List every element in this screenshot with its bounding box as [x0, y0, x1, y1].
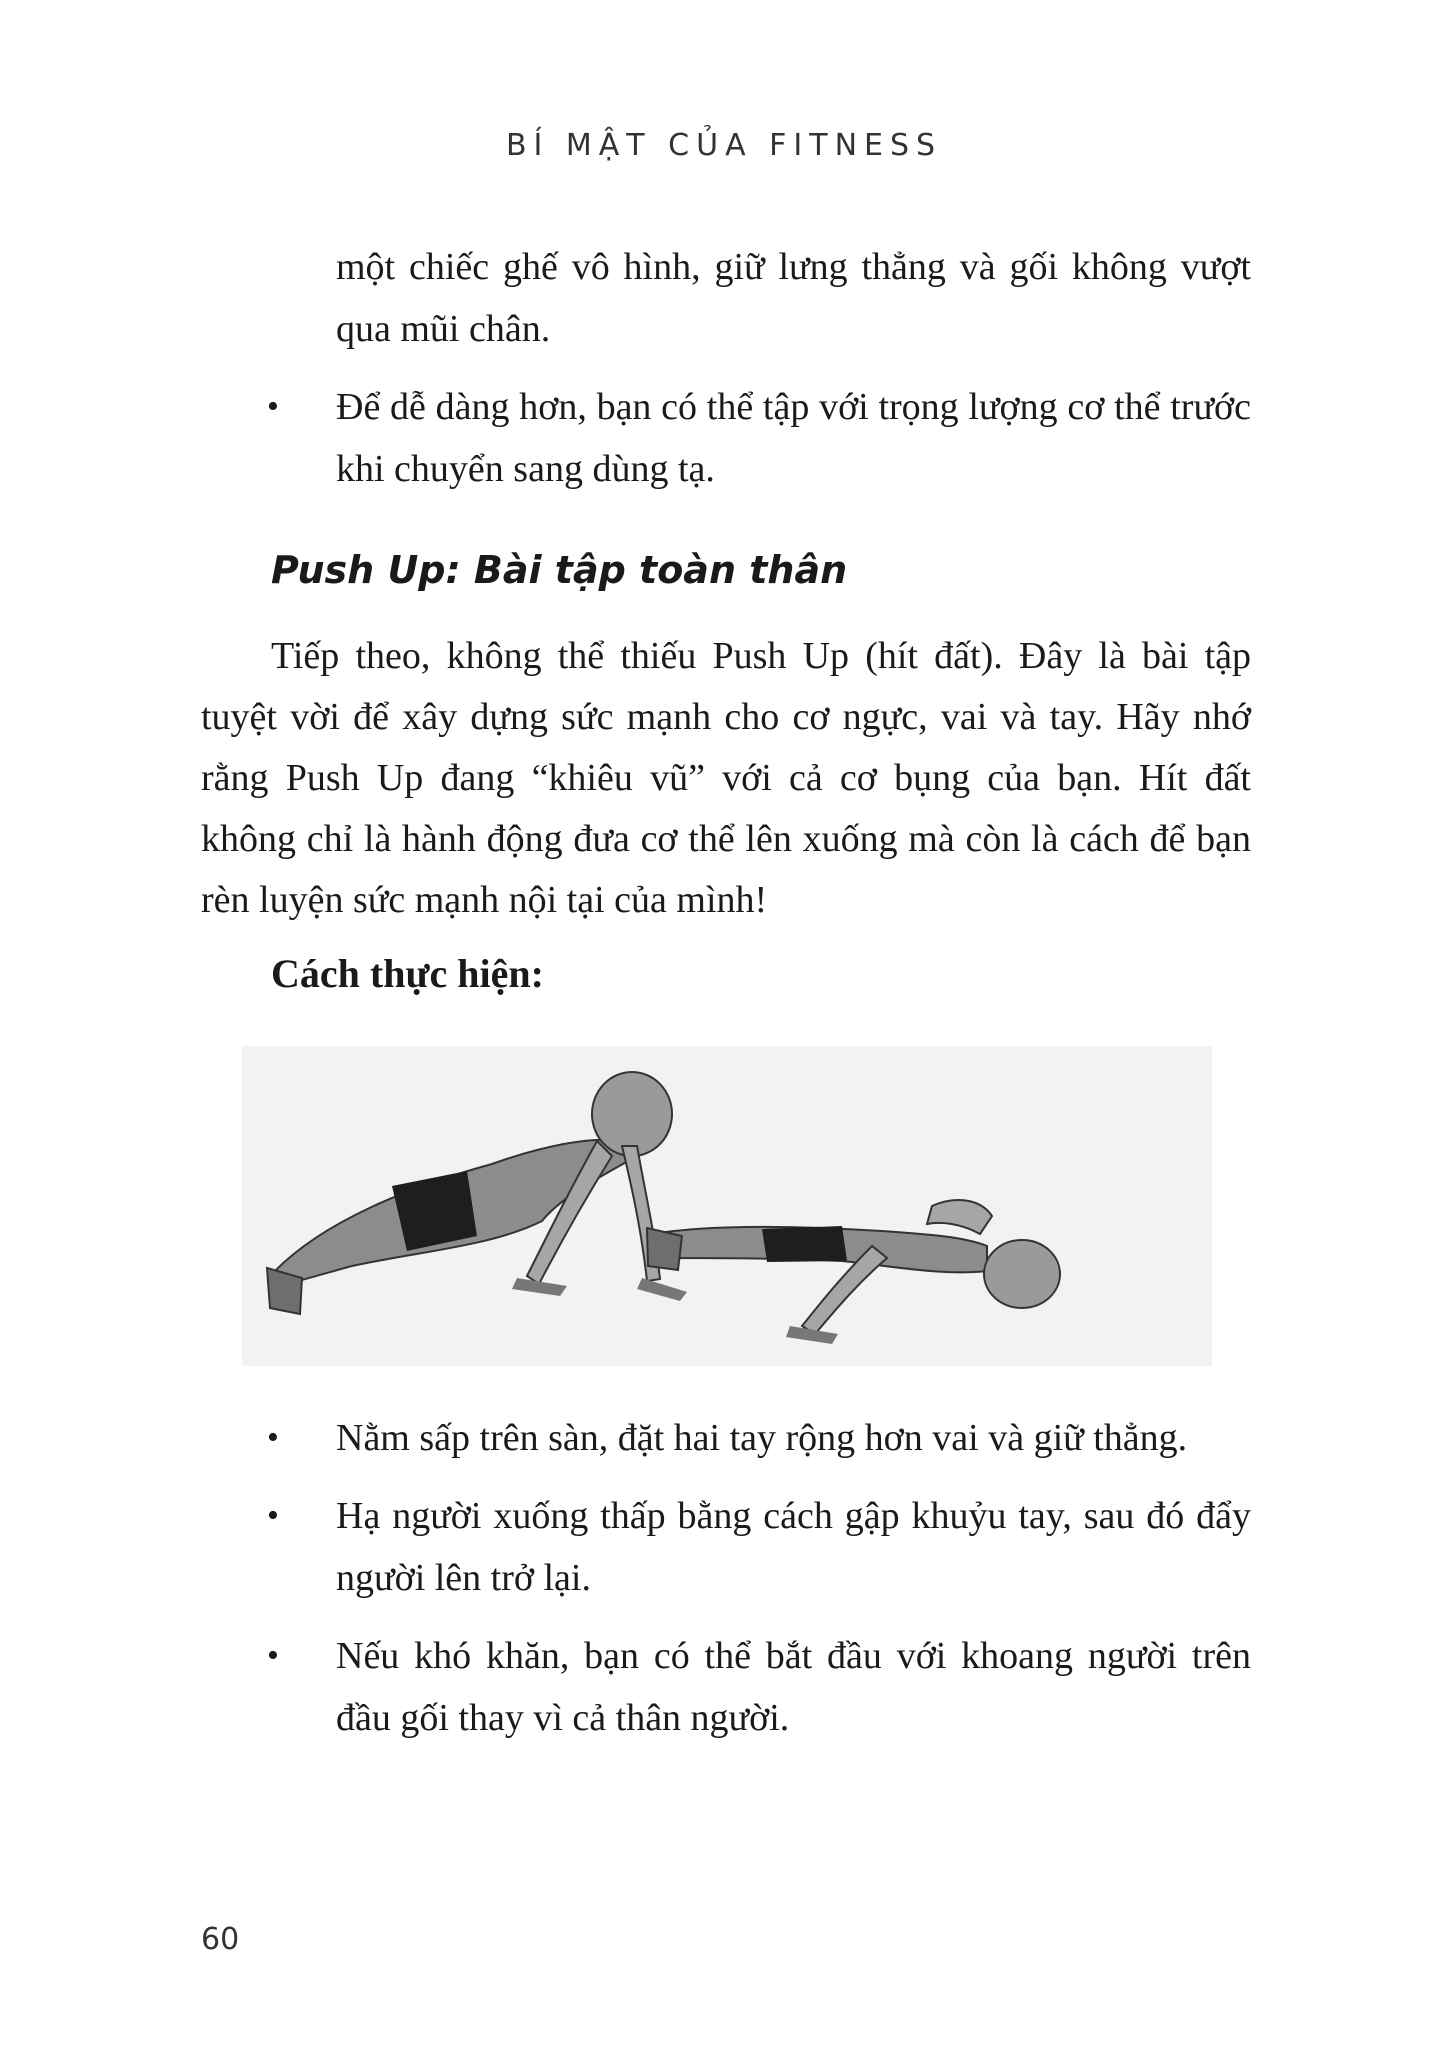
- continued-paragraph: một chiếc ghế vô hình, giữ lưng thẳng và gối không vượt qua mũi chân.: [336, 246, 1251, 350]
- page-number: 60: [201, 1922, 240, 1957]
- pushup-down-figure: [647, 1200, 1060, 1344]
- list-item: [201, 1625, 1251, 1749]
- list-item: [201, 1485, 1251, 1609]
- bullet-icon: •: [267, 1419, 279, 1456]
- list-item: [201, 1407, 1251, 1469]
- bullet-icon: •: [267, 1637, 279, 1674]
- pushup-illustration-svg: [242, 1046, 1212, 1366]
- bullet-icon: •: [267, 1497, 279, 1534]
- bullet-icon: •: [267, 388, 279, 425]
- how-to-heading: Cách thực hiện:: [271, 951, 544, 996]
- section-title: Push Up: Bài tập toàn thân: [271, 548, 848, 592]
- pushup-up-figure: [267, 1072, 687, 1314]
- body-paragraph: Tiếp theo, không thể thiếu Push Up (hít đất). Đây là bài tập tuyệt vời để xây dựng sức mạnh cho cơ ngực, vai và tay. Hãy nhớ rằng Push Up đang “khiêu vũ” với cả cơ bụng của bạn. Hít đất không chỉ là hành động đưa cơ thể lên xuống mà còn là cách để bạn rèn luyện sức mạnh nội tại của mình!: [201, 635, 1251, 921]
- list-item-text: Hạ người xuống thấp bằng cách gập khuỷu tay, sau đó đẩy người lên trở lại.: [336, 1495, 1251, 1599]
- list-item-text: Nếu khó khăn, bạn có thể bắt đầu với khoang người trên đầu gối thay vì cả thân người.: [336, 1635, 1251, 1739]
- list-item-text: Nằm sấp trên sàn, đặt hai tay rộng hơn vai và giữ thẳng.: [336, 1417, 1188, 1459]
- pushup-illustration: [242, 1046, 1212, 1366]
- running-header: BÍ MẬT CỦA FITNESS: [505, 128, 943, 163]
- list-item-text: Để dễ dàng hơn, bạn có thể tập với trọng lượng cơ thể trước khi chuyển sang dùng tạ.: [336, 386, 1251, 490]
- list-item: [201, 376, 1251, 500]
